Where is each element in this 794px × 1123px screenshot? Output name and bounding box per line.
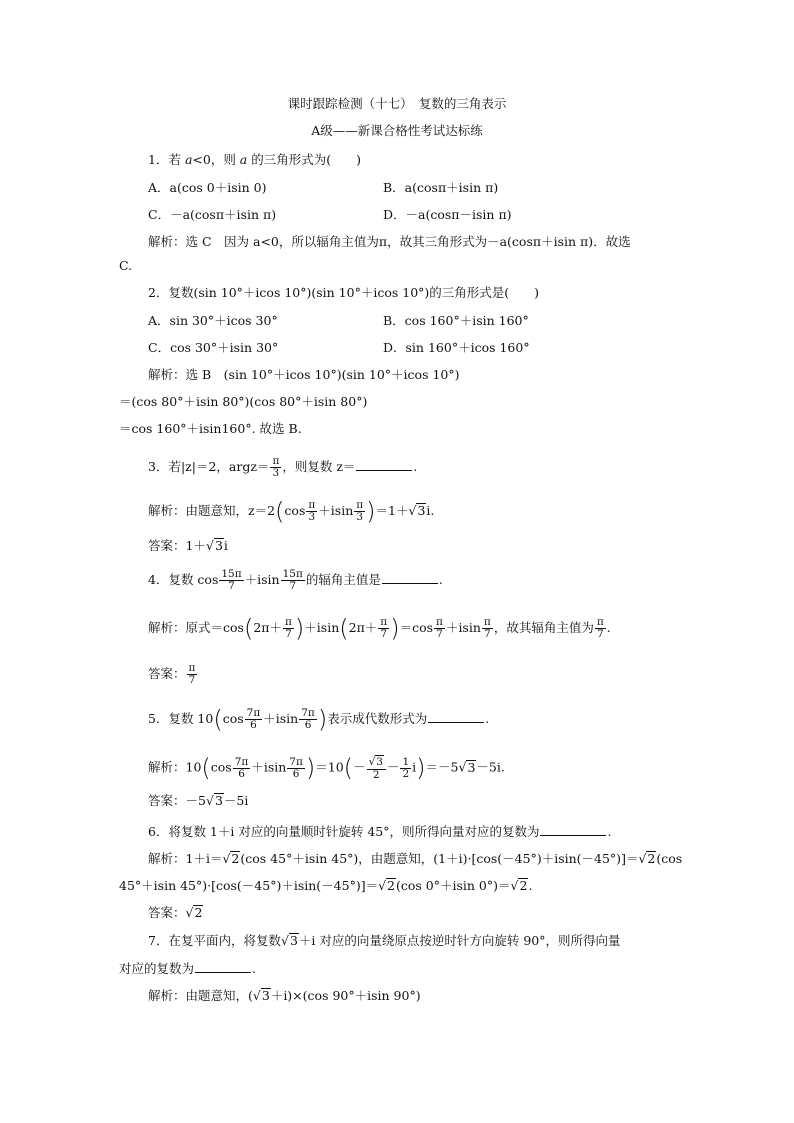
q1-solution-line1: 解析：选 C 因为 a<0，所以辐角主值为π，故其三角形式为－a(cosπ＋isin π)．故选 [148, 234, 631, 249]
q1-option-a: A．a(cos 0＋isin 0) [148, 180, 267, 195]
q1-solution-line2: C. [119, 258, 133, 273]
answer-blank[interactable] [428, 709, 484, 723]
answer-blank[interactable] [382, 570, 438, 584]
q3-solution: 解析：由题意知，z＝2(cos $\frac{\pi}{3}$ ＋isin $\frac{\pi}{3}$ )＝1＋√3i. [148, 497, 435, 526]
question-6-stem: 6．将复数 1＋i 对应的向量顺时针旋转 45°，则所得向量对应的复数为 . [148, 824, 612, 839]
fraction: $\frac{\pi}{7}$ [596, 616, 604, 640]
q3-answer: 答案：1＋√3i [148, 538, 228, 553]
fraction: $\frac{\pi}{7}$ [436, 616, 443, 640]
fraction: $\frac{1}{2}$ [402, 755, 410, 780]
q6-solution-line1: 解析：1＋i＝√2(cos 45°＋isin 45°)，由题意知，(1＋i)·[cos(－45°)＋isin(－45°)]＝√2(cos [148, 851, 683, 866]
q2-option-d: D．sin 160°＋icos 160° [383, 340, 530, 355]
answer-blank[interactable] [195, 959, 251, 973]
q1-option-c: C．－a(cosπ＋isin π) [148, 207, 277, 222]
q2-solution-line3: ＝cos 160°＋isin160°. 故选 B. [119, 421, 302, 436]
q2-option-b: B．cos 160°＋isin 160° [383, 313, 529, 328]
q5-solution: 解析：10(cos $\frac{7\pi}{6}$ ＋isin $\frac{7\pi}{6}$ )＝10(－ $\frac{√3}{2}$ － $\frac{1}{2}$ i)＝－5√3－5i. [148, 754, 505, 782]
page-title: 课时跟踪检测（十七） 复数的三角表示 [287, 96, 507, 111]
question-2-stem: 2．复数(sin 10°＋icos 10°)(sin 10°＋icos 10°)的三角形式是( ) [148, 285, 540, 300]
fraction: $\frac{\pi}{7}$ [483, 616, 491, 640]
fraction: $\frac{\pi}{7}$ [188, 662, 196, 686]
section-subtitle: A级——新课合格性考试达标练 [311, 123, 483, 138]
fraction: $\frac{√3}{2}$ [367, 755, 386, 781]
q2-option-a: A．sin 30°＋icos 30° [148, 313, 278, 328]
fraction: $\frac{\pi}{3}$ [272, 455, 280, 479]
question-7-stem-line1: 7．在复平面内，将复数√3＋i 对应的向量绕原点按逆时针方向旋转 90°，则所得向量 [148, 933, 621, 948]
q2-solution-line2: ＝(cos 80°＋isin 80°)(cos 80°＋isin 80°) [119, 394, 368, 409]
q2-solution-line1: 解析：选 B (sin 10°＋icos 10°)(sin 10°＋icos 10°) [148, 367, 460, 382]
fraction: $\frac{15\pi}{7}$ [282, 568, 303, 592]
fraction: $\frac{7\pi}{6}$ [246, 707, 261, 731]
q6-solution-line2: 45°＋isin 45°)·[cos(－45°)＋isin(－45°)]＝√2(cos 0°＋isin 0°)＝√2. [119, 878, 533, 893]
q1-option-b: B．a(cosπ＋isin π) [383, 180, 499, 195]
q7-solution: 解析：由题意知，(√3＋i)×(cos 90°＋isin 90°) [148, 988, 421, 1003]
question-7-stem-line2: 对应的复数为 . [119, 961, 256, 976]
fraction: $\frac{7\pi}{6}$ [289, 755, 303, 780]
q2-option-c: C．cos 30°＋isin 30° [148, 340, 279, 355]
fraction: $\frac{15\pi}{7}$ [221, 568, 242, 592]
fraction: $\frac{\pi}{3}$ [356, 499, 364, 523]
fraction: $\frac{\pi}{7}$ [380, 616, 388, 640]
fraction: $\frac{\pi}{7}$ [285, 616, 292, 640]
fraction: $\frac{\pi}{3}$ [308, 499, 316, 523]
q1-option-d: D．－a(cosπ－isin π) [383, 207, 512, 222]
question-1-stem: 1．若 a<0，则 a 的三角形式为( ) [148, 152, 361, 167]
answer-blank[interactable] [540, 822, 606, 836]
q4-solution: 解析：原式＝cos(2π＋ $\frac{\pi}{7}$ )＋isin(2π＋ $\frac{\pi}{7}$ )＝cos $\frac{\pi}{7}$ ＋isin $\frac{\pi}{7}$ ，故其辐角主值为 $\frac{\pi}{7}$ . [148, 614, 611, 643]
q6-answer: 答案：√2 [148, 905, 203, 920]
answer-blank[interactable] [356, 457, 412, 471]
question-4-stem: 4．复数 cos $\frac{15\pi}{7}$ ＋isin $\frac{15\pi}{7}$ 的辐角主值是 . [148, 568, 443, 592]
fraction: $\frac{7\pi}{6}$ [234, 755, 249, 780]
q4-answer: 答案： $\frac{\pi}{7}$ [148, 662, 196, 686]
fraction: $\frac{7\pi}{6}$ [301, 707, 315, 731]
q5-answer: 答案：－5√3－5i [148, 793, 249, 808]
question-3-stem: 3．若|z|＝2，argz＝ $\frac{\pi}{3}$ ，则复数 z＝ . [148, 455, 418, 479]
question-5-stem: 5．复数 10(cos $\frac{7\pi}{6}$ ＋isin $\frac{7\pi}{6}$ )表示成代数形式为 . [148, 705, 490, 734]
